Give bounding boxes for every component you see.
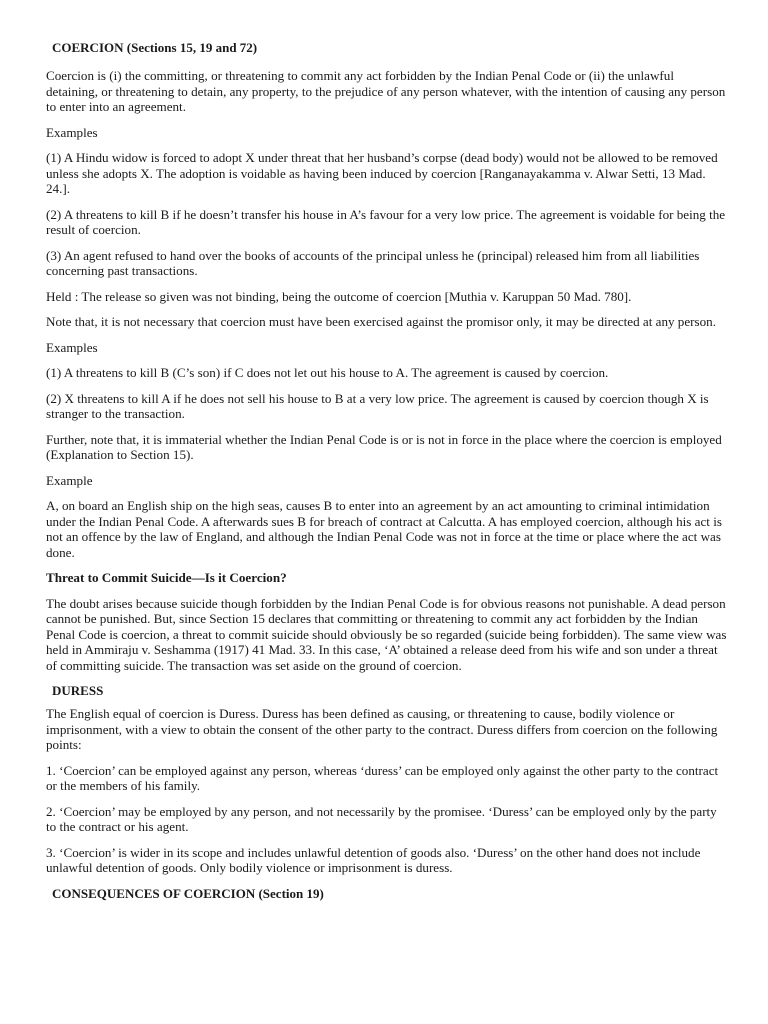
examples-label: Examples: [46, 339, 98, 355]
suicide-paragraph: The doubt arises because suicide though forbidden by the Indian Penal Code is for obvious reasons not punishable. A dead person cannot be punished. But, since Section 15 declares that committing or threatening to commit any act forbidden by the Indian Penal Code is coercion, a threat to commit suicide should obviously be so regarded (suicide being forbidden). The same view was held in Ammiraju v. Seshamma (1917) 41 Mad. 33. In this case, ‘A’ obtained a release deed from his wife and son under a threat of committing suicide. The transaction was set aside on the ground of coercion.: [46, 595, 727, 673]
section-heading-consequences: CONSEQUENCES OF COERCION (Section 19): [52, 885, 324, 901]
duress-paragraph: The English equal of coercion is Duress. Duress has been defined as causing, or threatening to cause, bodily violence or imprisonment, with a view to obtain the consent of the other party to the contract. Duress differs from coercion on the following points:: [46, 706, 718, 752]
definition-paragraph: Coercion is (i) the committing, or threatening to commit any act forbidden by the Indian Penal Code or (ii) the unlawful detaining, or threatening to detain, any property, to the prejudice of any person whatever, with the intention of causing any person to enter into an agreement.: [46, 68, 726, 114]
example-paragraph: (2) A threatens to kill B if he doesn’t transfer his house in A’s favour for a very low price. The agreement is voidable for being the result of coercion.: [46, 206, 726, 237]
subheading-suicide: Threat to Commit Suicide—Is it Coercion?: [46, 570, 287, 585]
examples-label: Examples: [46, 124, 98, 140]
section-heading-duress: DURESS: [52, 683, 104, 698]
difference-point: 1. ‘Coercion’ can be employed against any person, whereas ‘duress’ can be employed only against the other party to the contract or the members of his family.: [46, 762, 719, 793]
example-paragraph: A, on board an English ship on the high seas, causes B to enter into an agreement by an act amounting to criminal intimidation under the Indian Penal Code. A afterwards sues B for breach of contract at Calcutta. A has employed coercion, although his act is not an offence by the law of England, and although the Indian Penal Code was not in force at the time or place where the act was done.: [46, 498, 722, 560]
difference-point: 3. ‘Coercion’ is wider in its scope and includes unlawful detention of goods also. ‘Duress’ on the other hand does not include unlawful detention of goods. Only bodily violence or imprisonment is duress.: [46, 844, 701, 875]
held-paragraph: Held : The release so given was not binding, being the outcome of coercion [Muthia v. Karuppan 50 Mad. 780].: [46, 288, 632, 304]
difference-point: 2. ‘Coercion’ may be employed by any person, and not necessarily by the promisee. ‘Duress’ can be employed only by the party to the contract or his agent.: [46, 803, 717, 834]
further-paragraph: Further, note that, it is immaterial whether the Indian Penal Code is or is not in force in the place where the coercion is employed (Explanation to Section 15).: [46, 431, 722, 462]
example-label: Example: [46, 472, 93, 488]
example-paragraph: (1) A threatens to kill B (C’s son) if C does not let out his house to A. The agreement is caused by coercion.: [46, 365, 609, 380]
note-paragraph: Note that, it is not necessary that coercion must have been exercised against the promisor only, it may be directed at any person.: [46, 314, 716, 329]
example-paragraph: (1) A Hindu widow is forced to adopt X under threat that her husband’s corpse (dead body) would not be allowed to be removed unless she adopts X. The adoption is voidable as having been induced by coercion [Ranganayakamma v. Alwar Setti, 13 Mad. 24.].: [46, 150, 718, 196]
section-heading-coercion: COERCION (Sections 15, 19 and 72): [52, 40, 258, 55]
example-paragraph: (3) An agent refused to hand over the books of accounts of the principal unless he (principal) released him from all liabilities concerning past transactions.: [46, 247, 700, 278]
example-paragraph: (2) X threatens to kill A if he does not sell his house to B at a very low price. The agreement is caused by coercion though X is stranger to the transaction.: [46, 390, 709, 421]
